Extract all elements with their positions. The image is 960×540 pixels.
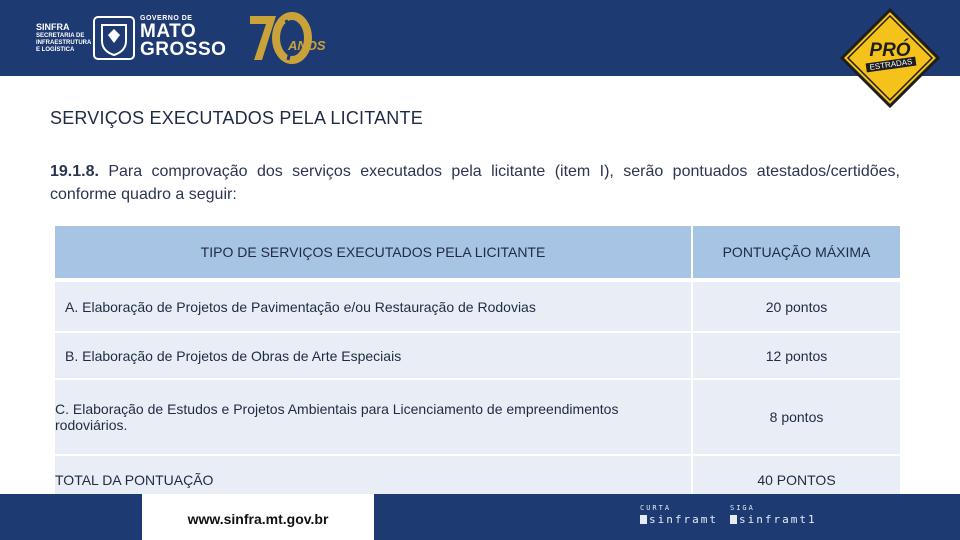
- sinfra-logo: [36, 16, 92, 60]
- clause-text: Para comprovação dos serviços executados pela licitante (item I), serão pontuados atestados/certidões, conforme quadro a seguir:: [50, 163, 900, 203]
- row-service: B. Elaboração de Projetos de Obras de Arte Especiais: [55, 333, 691, 378]
- header-service-type: TIPO DE SERVIÇOS EXECUTADOS PELA LICITANTE: [55, 226, 691, 278]
- gov-line-1: MATO: [140, 21, 197, 42]
- clause-number: 19.1.8.: [50, 163, 99, 180]
- sinfra-line-2: INFRAESTRUTURA: [36, 40, 92, 46]
- website-link[interactable]: www.sinfra.mt.gov.br: [187, 511, 329, 527]
- pro-sub-label: ESTRADAS: [866, 57, 917, 73]
- header-max-score: PONTUAÇÃO MÁXIMA: [693, 226, 900, 278]
- sinfra-line-1: SECRETARIA DE: [36, 33, 85, 39]
- row-service: A. Elaboração de Projetos de Pavimentação e/ou Restauração de Rodovias: [55, 282, 691, 331]
- gov-line-2: GROSSO: [140, 39, 227, 60]
- social-label: CURTA: [640, 504, 672, 512]
- facebook-icon: [640, 515, 647, 524]
- gov-small-text: GOVERNO DE: [140, 15, 193, 22]
- row-points: 12 pontos: [693, 333, 900, 378]
- state-crest-icon: [92, 15, 136, 61]
- social-handle: sinframt: [649, 513, 718, 526]
- social-curta[interactable]: [640, 504, 718, 526]
- row-points: 20 pontos: [693, 282, 900, 331]
- social-handle: sinframt1: [739, 513, 817, 526]
- pro-label: PRÓ: [869, 40, 911, 61]
- intro-paragraph: [50, 160, 900, 206]
- social-label: SIGA: [730, 504, 755, 512]
- social-siga[interactable]: [730, 504, 817, 526]
- sinfra-line-3: E LOGÍSTICA: [36, 47, 75, 53]
- total-value: 40 PONTOS: [693, 456, 900, 504]
- row-points: 8 pontos: [693, 380, 900, 454]
- page-title: SERVIÇOS EXECUTADOS PELA LICITANTE: [50, 108, 423, 128]
- government-logo: [140, 14, 226, 59]
- row-service: C. Elaboração de Estudos e Projetos Ambientais para Licenciamento de empreendimentos rodoviários.: [55, 380, 691, 454]
- total-label: TOTAL DA PONTUAÇÃO: [55, 456, 691, 504]
- sinfra-name: SINFRA: [36, 22, 70, 32]
- anos-label: ANOS: [288, 38, 326, 53]
- instagram-icon: [730, 515, 737, 524]
